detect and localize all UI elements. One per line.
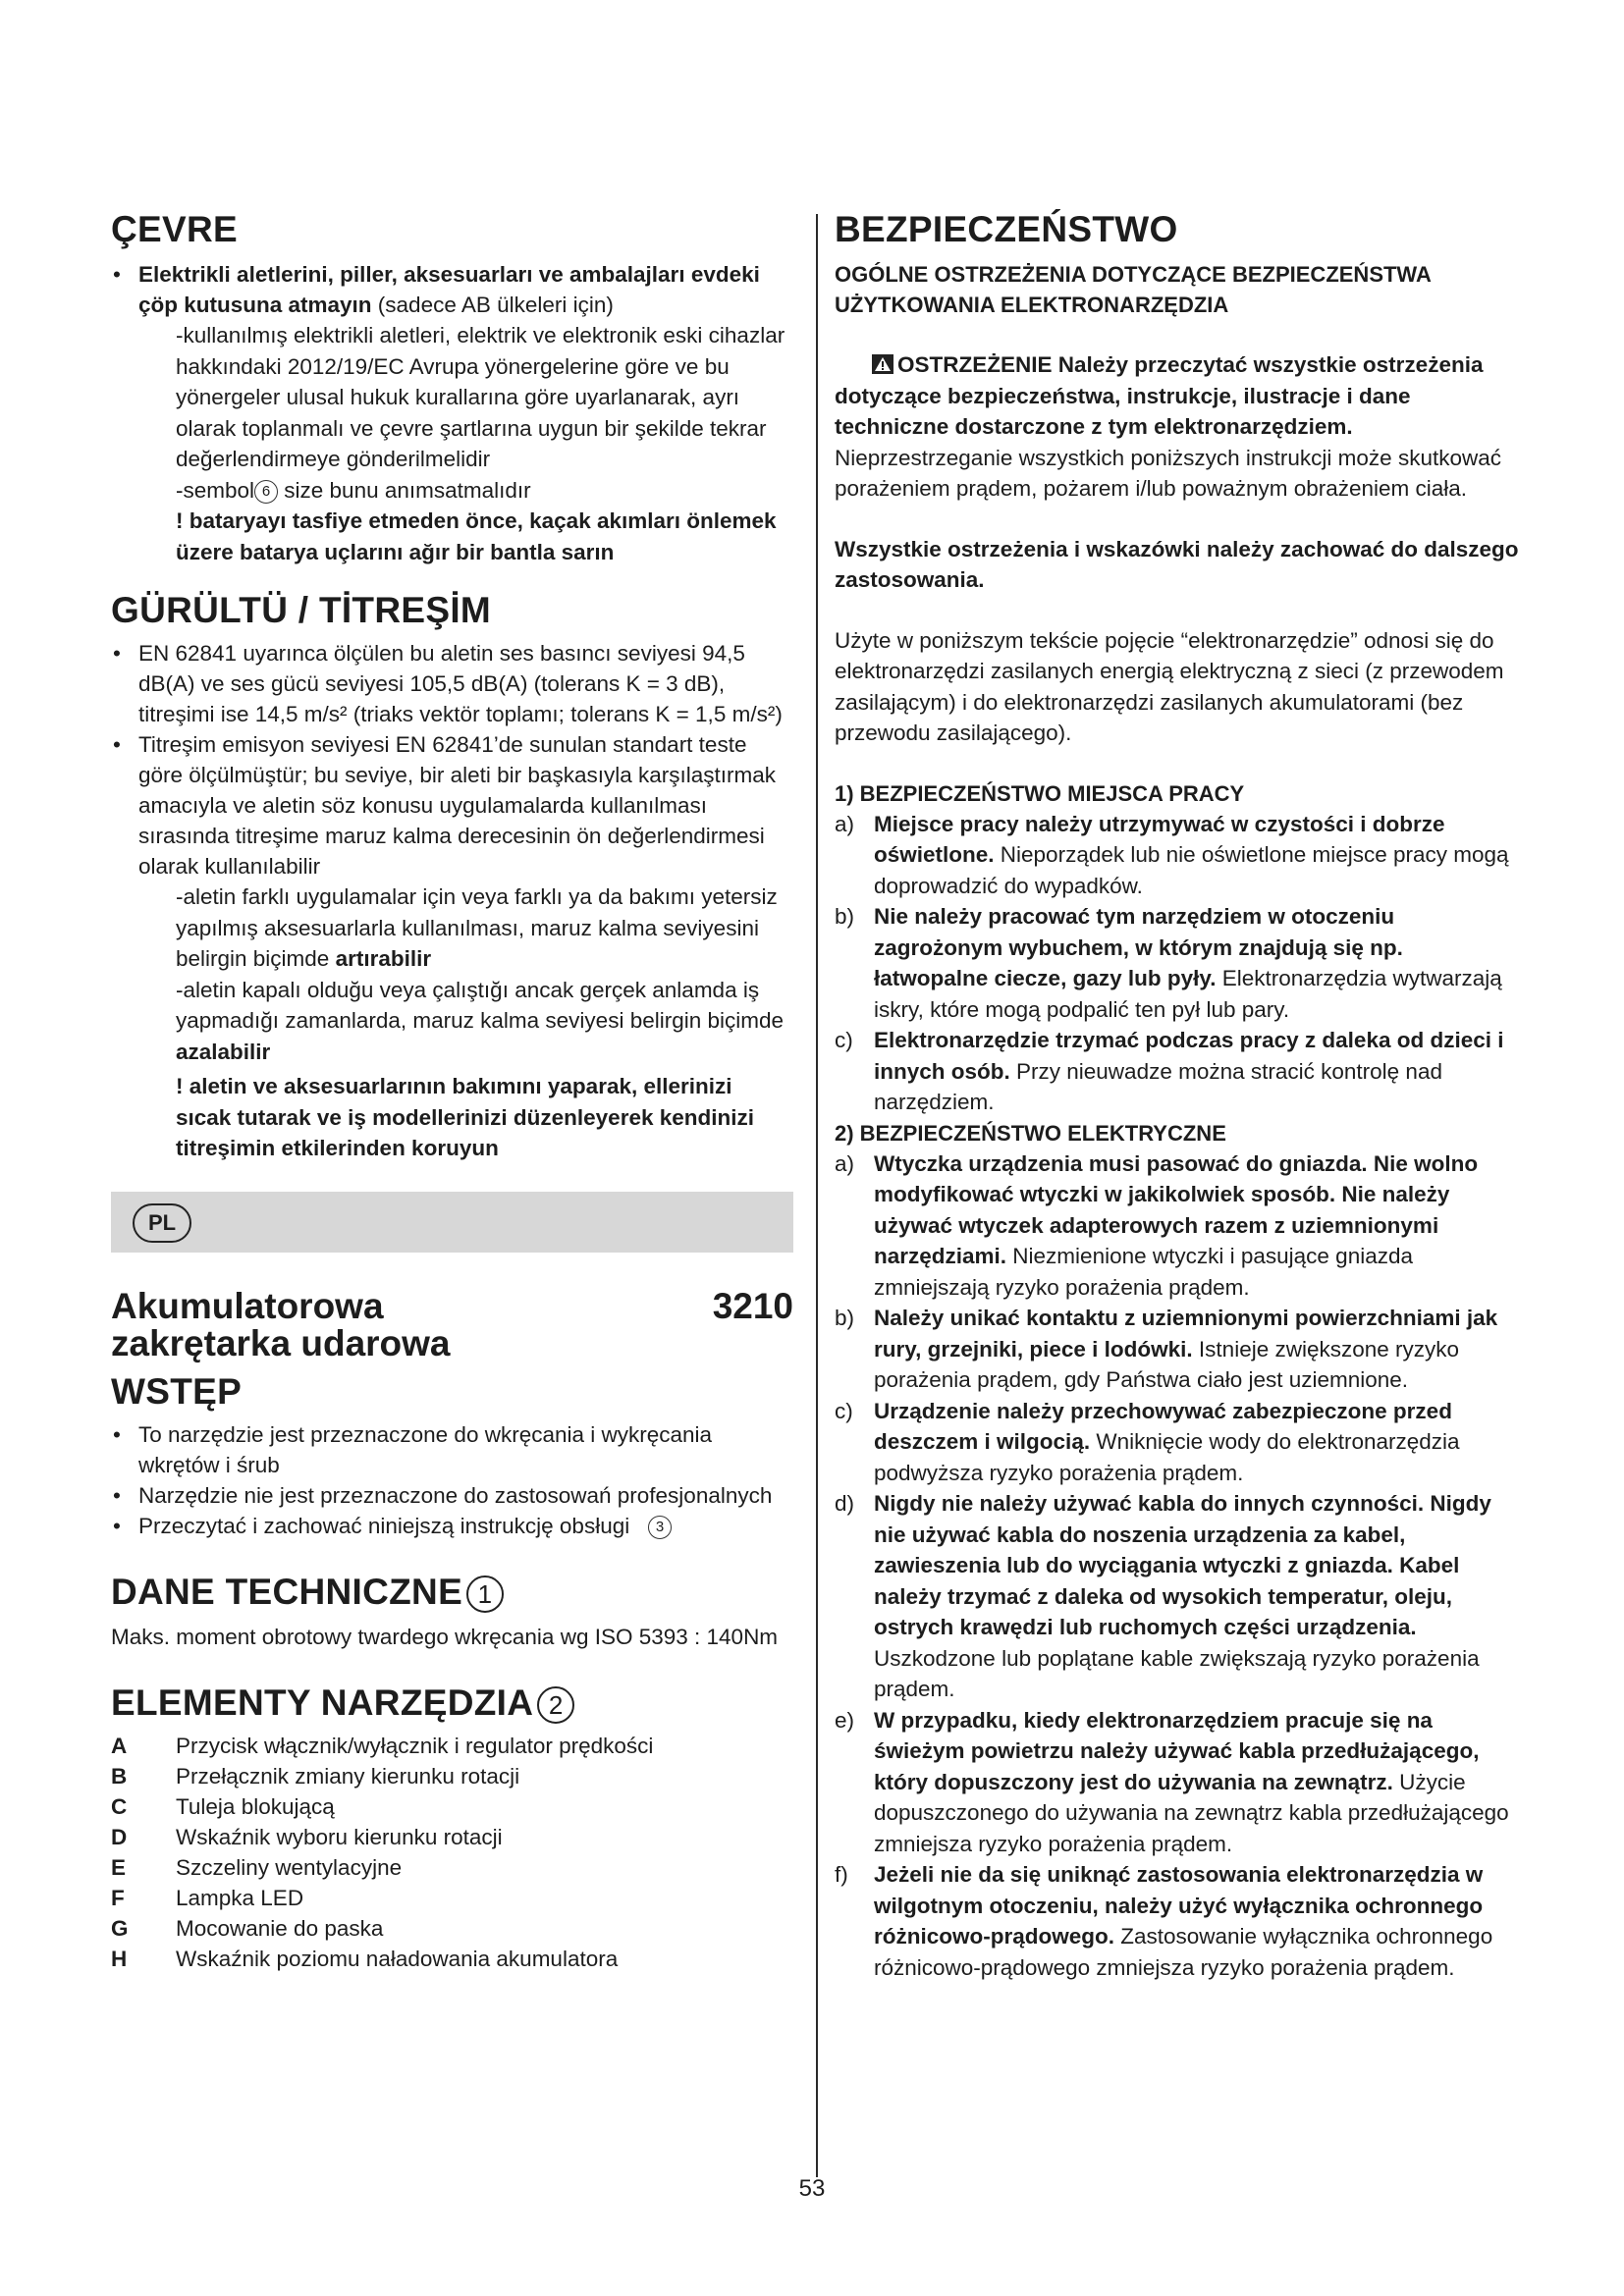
safety-term: Użyte w poniższym tekście pojęcie “elektronarzędzie” odnosi się do elektronarzędzi zasilanych energią elektryczną z sieci (z przewodem zasilającym) i do elektronarzędzi zasilanych akumulatorami (bez przewodu zasilającego). (835, 627, 1504, 745)
section-2-title: 2) BEZPIECZEŃSTWO ELEKTRYCZNE (835, 1120, 1226, 1146)
safety-warning: OSTRZEŻENIE Należy przeczytać wszystkie ostrzeżenia dotyczące bezpieczeństwa, instrukcje, ilustracje i dane techniczne dostarczone z tym elektronarzędziem. Nieprzestrzeganie wszystkich poniższych instrukcji może skutkować porażeniem prądem, pożarem i/lub poważnym obrażeniem ciała. (835, 352, 1501, 501)
s1-item-c: c) Elektronarzędzie trzymać podczas pracy z daleka od dzieci i innych osób. Przy nieuwadze można stracić kontrolę nad narzędziem. (835, 1028, 1504, 1114)
circled-number: 6 (254, 480, 278, 504)
section-1-title: 1) BEZPIECZEŃSTWO MIEJSCA PRACY (835, 780, 1245, 806)
s1-item-b: b) Nie należy pracować tym narzędziem w otoczeniu zagrożonym wybuchem, w którym znajdują się np. łatwopalne ciecze, gazy lub pyły. Elektronarzędzia wytwarzają iskry, które mogą podpalić ten pył lub pary. (835, 904, 1502, 1022)
product-title: Akumulatorowa zakrętarka udarowa (111, 1285, 451, 1363)
s2-item-a: a) Wtyczka urządzenia musi pasować do gniazda. Nie wolno modyfikować wtyczki w jakikolwiek sposób. Nie należy używać wtyczek adapterowych razem z uziemnionymi narzędziami. Niezmienione wtyczki i pasujące gniazda zmniejszają ryzyko porażenia prądem. (835, 1150, 1479, 1300)
dane-text: Maks. moment obrotowy twardego wkręcania wg ISO 5393 : 140Nm (111, 1624, 779, 1649)
section-title-wstep: WSTĘP (111, 1370, 243, 1412)
cevre-dash-1: -kullanılmış elektrikli aletleri, elektrik ve elektronik eski cihazlar hakkındaki 2012/19/EC Avrupa yönergelerine göre ve bu yönergeler ulusal hukuk kurallarına göre uyarlanarak, ayrı olarak toplanmalı ve çevre şartlarına uygun bir şekilde tekrar değerlendirmeye gönderilmelidir (176, 323, 785, 471)
section-title-bezpieczenstwo: BEZPIECZEŃSTWO (835, 209, 1178, 249)
cevre-bullet: • Elektrikli aletlerini, piller, aksesuarları ve ambalajları evdeki çöp kutusuna atmayın (sadece AB ülkeleri için) (111, 259, 793, 320)
noise-dash-1: -aletin farklı uygulamalar için veya farklı ya da bakımı yetersiz yapılmış aksesuarlarla kullanılması, maruz kalma seviyesini belirgin biçimde artırabilir (176, 884, 778, 971)
noise-bullet-2: • Titreşim emisyon seviyesi EN 62841’de sunulan standart teste göre ölçülmüştür; bu seviye, bir aleti bir başkasıyla karşılaştırmak amacıyla ve aletin söz konusu uygulamalarda kullanılması sırasında titreşime maruz kalma derecesinin ön değerlendirmesi olarak kullanılabilir (111, 729, 793, 881)
noise-bullet-1: • EN 62841 uyarınca ölçülen bu aletin ses basıncı seviyesi 94,5 dB(A) ve ses gücü seviyesi 105,5 dB(A) (tolerans K = 3 dB), titreşimi ise 14,5 m/s² (triaks vektör toplamı; tolerans K = 1,5 m/s²) (111, 638, 793, 729)
product-header (111, 1285, 793, 1363)
s2-item-b: b) Należy unikać kontaktu z uziemnionymi powierzchniami jak rury, grzejniki, piece i lodówki. Istnieje zwiększone ryzyko porażenia prądem, gdy Państwa ciało jest uziemnione. (835, 1306, 1498, 1392)
s1-item-a: a) Miejsce pracy należy utrzymywać w czystości i dobrze oświetlone. Nieporządek lub nie oświetlone miejsce pracy mogą doprowadzić do wypadków. (835, 811, 1509, 898)
column-divider (816, 214, 818, 2177)
warning-triangle-icon (872, 354, 893, 374)
s2-item-d: d) Nigdy nie należy używać kabla do innych czynności. Nigdy nie używać kabla do noszenia urządzenia za kabel, zawieszenia lub do wyciągania wtyczki z gniazda. Kabel należy trzymać z daleka od wysokich temperatur, oleju, ostrych krawędzi lub ruchomych części urządzenia. Uszkodzone lub poplątane kable zwiększają ryzyko porażenia prądem. (835, 1491, 1491, 1701)
left-column (111, 208, 793, 1974)
section-title-elementy: ELEMENTY NARZĘDZIA 2 (111, 1682, 793, 1725)
safety-keep-note: Wszystkie ostrzeżenia i wskazówki należy zachować do dalszego zastosowania. (835, 536, 1519, 592)
section-title-cevre: ÇEVRE (111, 209, 238, 249)
noise-warning: ! aletin ve aksesuarlarının bakımını yaparak, ellerinizi sıcak tutarak ve iş modellerinizi düzenleyerek kendinizi titreşimin etkilerinden koruyun (176, 1074, 754, 1160)
s2-item-e: e) W przypadku, kiedy elektronarzędziem pracuje się na świeżym powietrzu należy używać kabla przedłużającego, który dopuszczony jest do używania na zewnątrz. Użycie dopuszczonego do używania na zewnątrz kabla przedłużającego zmniejsza ryzyko porażenia prądem. (835, 1707, 1509, 1856)
page-number: 53 (798, 2175, 826, 2202)
circled-number: 1 (466, 1575, 504, 1613)
elements-list: A Przycisk włącznik/wyłącznik i regulator prędkości B Przełącznik zmiany kierunku rotacji C Tuleja blokującą D Wskaźnik wyboru kierunku rotacji E Szczeliny wentylacyjne F Lampka LED G Mocowanie do paska H Wskaźnik poziomu naładowania akumulatora (111, 1734, 654, 1971)
circled-number: 2 (537, 1686, 574, 1724)
cevre-warning: ! bataryayı tasfiye etmeden önce, kaçak akımları önlemek üzere batarya uçlarını ağır bir bantla sarın (176, 508, 777, 564)
circled-number: 3 (648, 1516, 672, 1539)
safety-subtitle: OGÓLNE OSTRZEŻENIA DOTYCZĄCE BEZPIECZEŃSTWA UŻYTKOWANIA ELEKTRONARZĘDZIA (835, 262, 1432, 317)
cevre-dash-2: -sembol 6 size bunu anımsatmalıdır (176, 477, 531, 503)
s2-item-c: c) Urządzenie należy przechowywać zabezpieczone przed deszczem i wilgocią. Wniknięcie wody do elektronarzędzia podwyższa ryzyko porażenia prądem. (835, 1398, 1460, 1485)
wstep-item-2: • Narzędzie nie jest przeznaczone do zastosowań profesjonalnych (111, 1480, 793, 1511)
product-number: 3210 (712, 1285, 793, 1326)
right-column (835, 208, 1522, 1983)
section-title-noise: GÜRÜLTÜ / TİTREŞİM (111, 590, 492, 630)
noise-dash-2: -aletin kapalı olduğu veya çalıştığı ancak gerçek anlamda iş yapmadığı zamanlarda, maruz kalma seviyesi belirgin biçimde azalabilir (176, 977, 785, 1064)
wstep-item-1: • To narzędzie jest przeznaczone do wkręcania i wykręcania wkrętów i śrub (111, 1419, 793, 1480)
section-title-dane: DANE TECHNICZNE 1 (111, 1571, 793, 1614)
language-bar (111, 1192, 793, 1253)
wstep-item-3: • Przeczytać i zachować niniejszą instrukcję obsługi 3 (111, 1511, 793, 1541)
language-badge: PL (133, 1203, 191, 1243)
s2-item-f: f) Jeżeli nie da się uniknąć zastosowania elektronarzędzia w wilgotnym otoczeniu, należy użyć wyłącznika ochronnego różnicowo-prądowego. Zastosowanie wyłącznika ochronnego różnicowo-prądowego zmniejsza ryzyko porażenia prądem. (835, 1862, 1493, 1980)
